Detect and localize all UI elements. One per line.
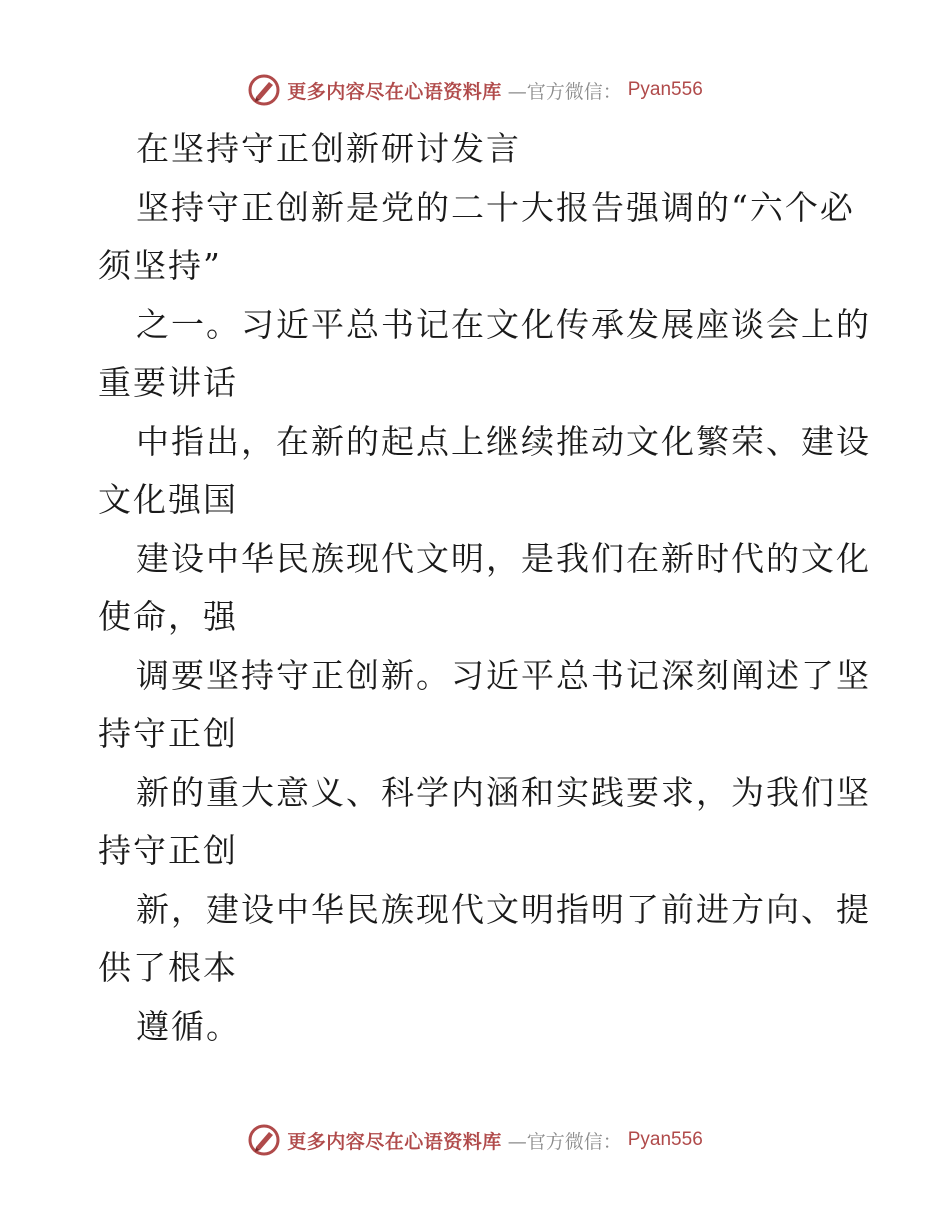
text-line: 持守正创 — [98, 831, 238, 870]
watermark-main-text: 更多内容尽在心语资料库 — [287, 1130, 502, 1153]
text-line: 新的重大意义、科学内涵和实践要求，为我们坚 — [136, 772, 871, 812]
text-line: 在坚持守正创新研讨发言 — [136, 129, 521, 168]
pen-seal-logo-icon — [247, 73, 281, 107]
text-line: 调要坚持守正创新。习近平总书记深刻阐述了坚 — [136, 655, 871, 695]
watermark-sub-text: —官方微信： — [507, 80, 622, 103]
text-line: 持守正创 — [98, 714, 238, 753]
watermark-sub-text: —官方微信： — [507, 1130, 622, 1153]
text-line: 遵循。 — [136, 1006, 241, 1046]
document-body — [98, 120, 871, 1056]
footer-watermark — [0, 1120, 950, 1160]
watermark-wechat-id: Pyan556 — [627, 1129, 703, 1150]
text-line: 供了根本 — [98, 948, 238, 987]
watermark-main-text: 更多内容尽在心语资料库 — [287, 80, 502, 103]
text-line: 须坚持” — [98, 246, 222, 285]
text-line: 重要讲话 — [98, 363, 238, 402]
text-line: 文化强国 — [98, 480, 238, 519]
text-line: 中指出，在新的起点上继续推动文化繁荣、建设 — [136, 421, 871, 461]
text-line: 新，建设中华民族现代文明指明了前进方向、提 — [136, 889, 871, 929]
watermark-wechat-id: Pyan556 — [627, 79, 703, 100]
pen-seal-logo-icon — [247, 1123, 281, 1157]
text-line: 建设中华民族现代文明，是我们在新时代的文化 — [136, 538, 871, 578]
text-line: 使命，强 — [98, 597, 238, 636]
header-watermark — [0, 70, 950, 110]
text-line: 坚持守正创新是党的二十大报告强调的“六个必 — [136, 187, 855, 227]
text-line: 之一。习近平总书记在文化传承发展座谈会上的 — [136, 304, 871, 344]
